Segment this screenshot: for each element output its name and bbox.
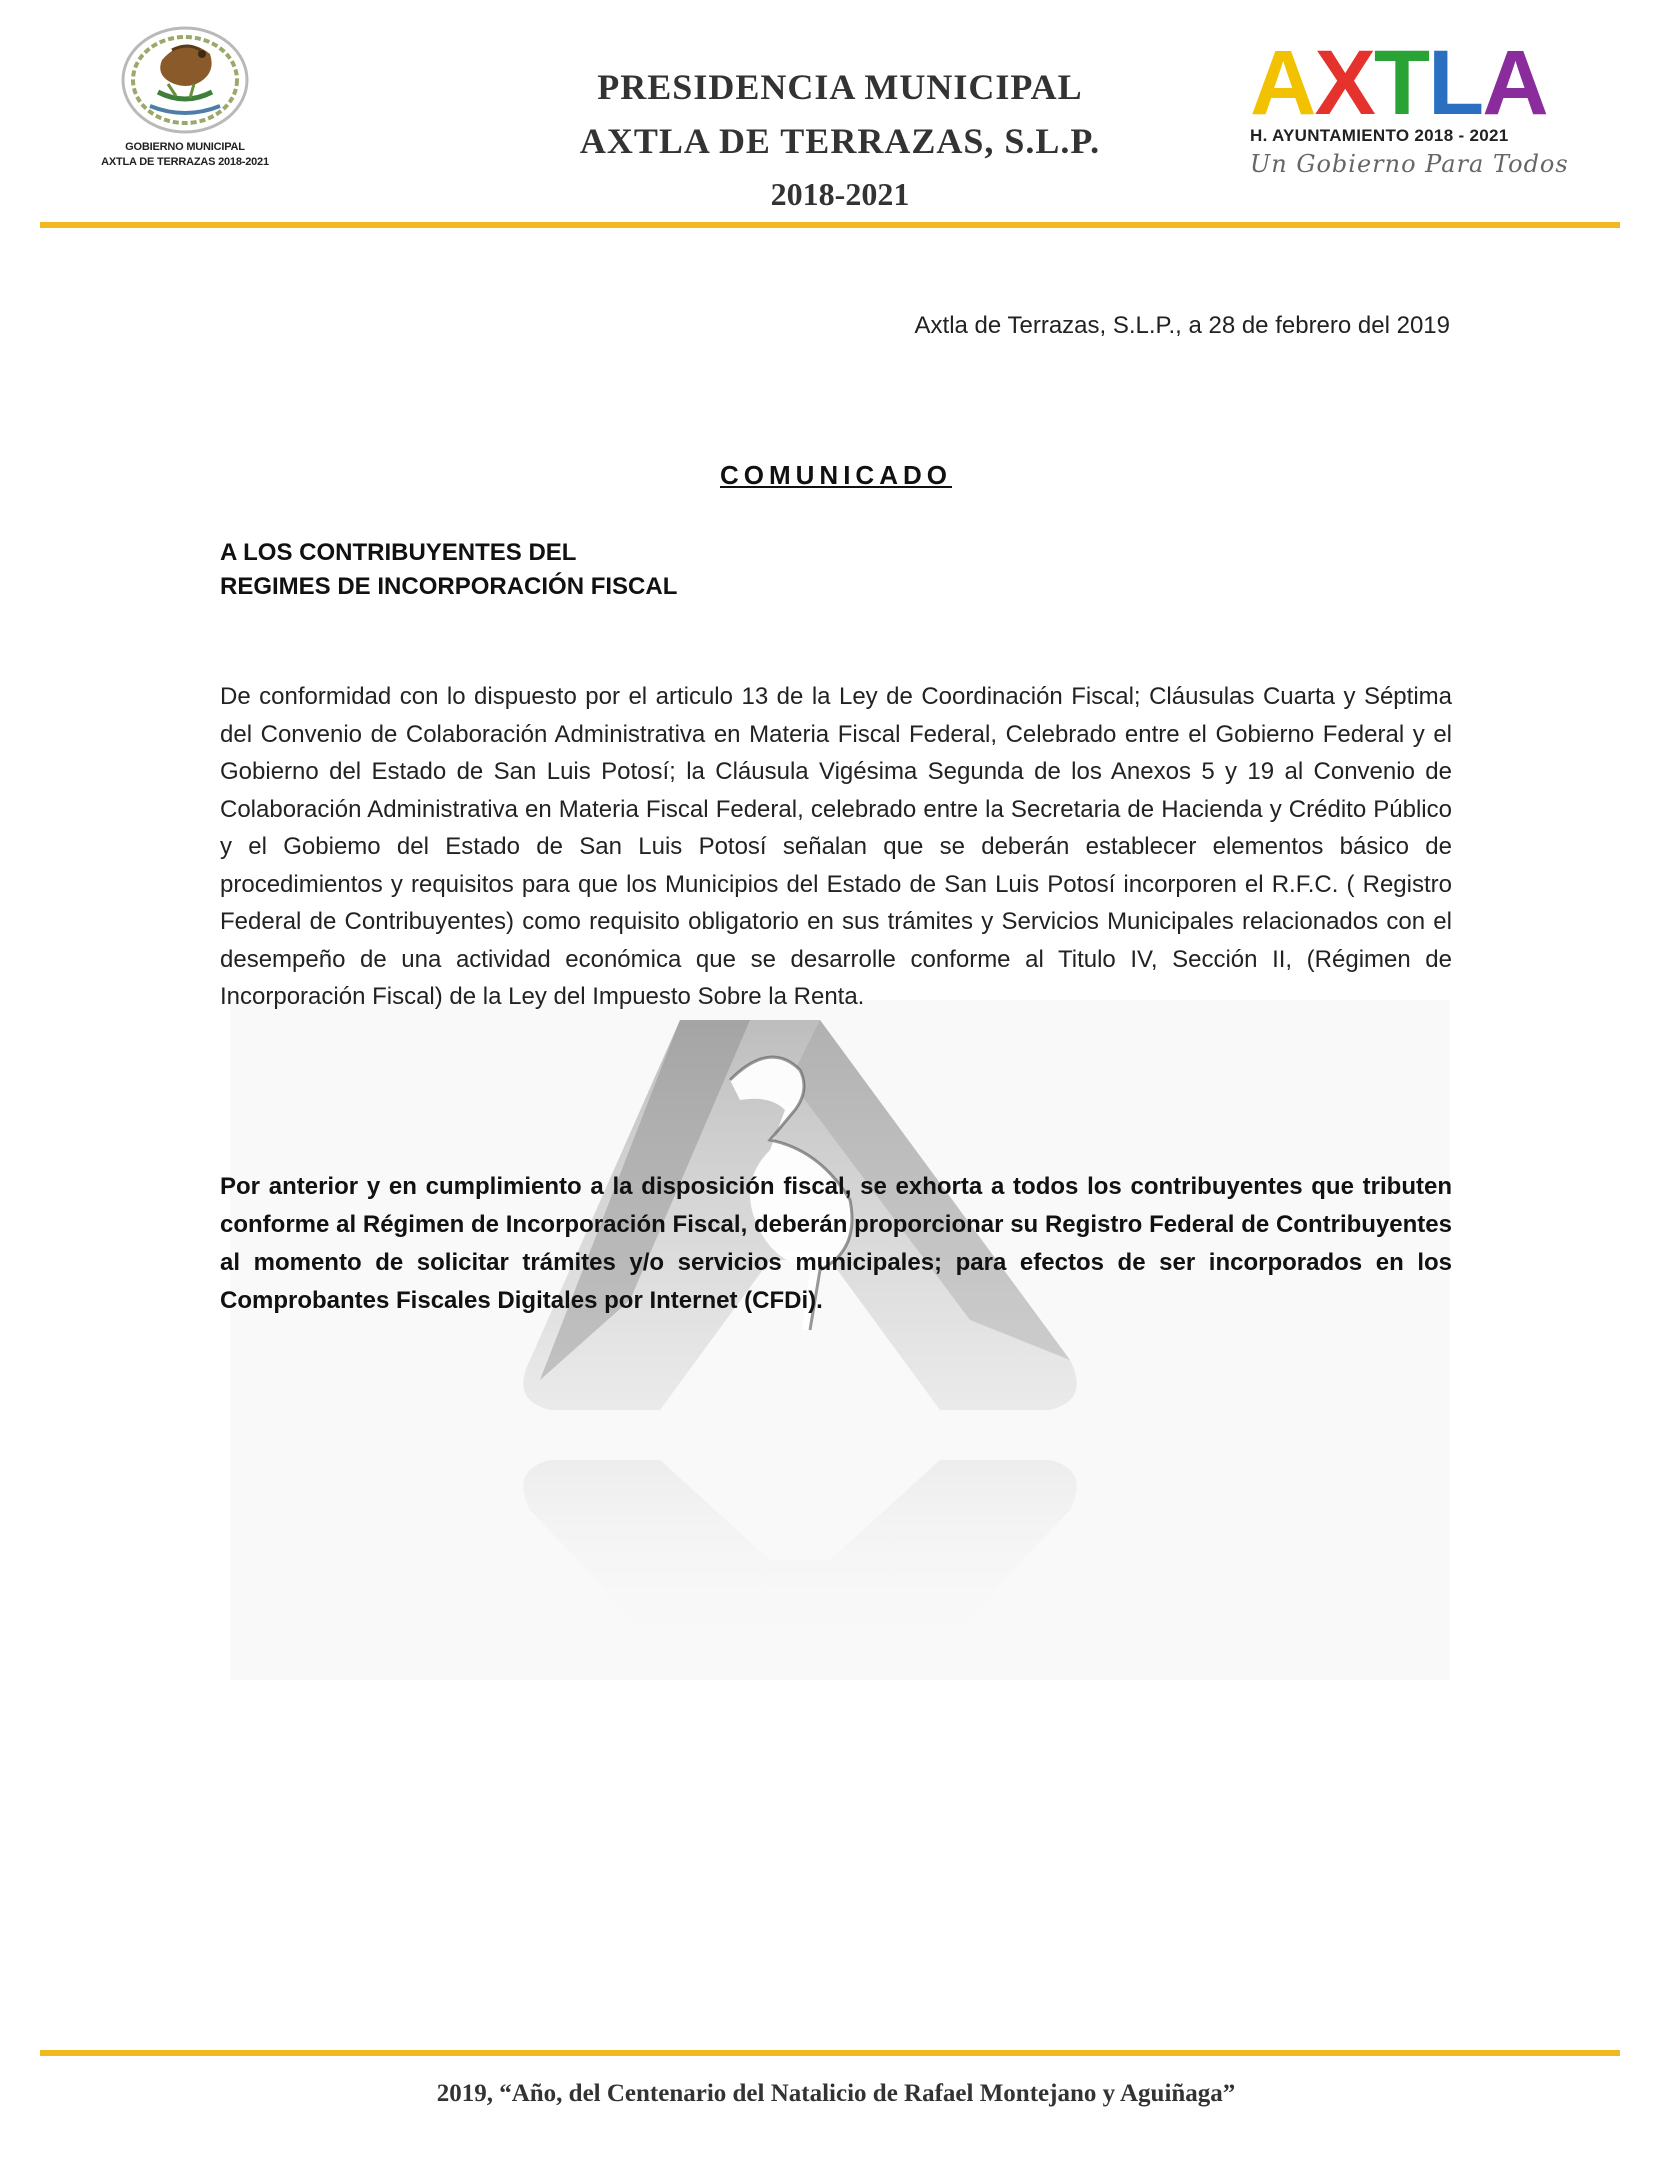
title-line-2: AXTLA DE TERRAZAS, S.L.P. xyxy=(579,121,1101,161)
logo-letter: T xyxy=(1373,32,1429,134)
body-paragraph-2: Por anterior y en cumplimiento a la disposición fiscal, se exhorta a todos los contribuyentes que tributen conforme al Régimen de Incorporación Fiscal, deberán proporcionar su Registro Federal de Contribuyentes al momento de solicitar trámites y/o servicios municipales; para efectos de ser incorporados en los Comprobantes Fiscales Digitales por Internet (CFDi). xyxy=(220,1173,1452,1314)
addressee-block xyxy=(220,536,677,604)
addressee-line-2: REGIMES DE INCORPORACIÓN FISCAL xyxy=(220,573,678,600)
header-divider xyxy=(40,222,1620,228)
seal-caption-line1: GOBIERNO MUNICIPAL xyxy=(125,141,245,153)
logo-subtitle: H. AYUNTAMIENTO 2018 - 2021 xyxy=(1250,126,1509,145)
axtla-heron-watermark xyxy=(210,1000,1470,1680)
logo-letter: X xyxy=(1314,32,1374,134)
body-paragraph-1: De conformidad con lo dispuesto por el articulo 13 de la Ley de Coordinación Fiscal; Cláusulas Cuarta y Séptima del Convenio de Colaboración Administrativa en Materia Fiscal Federal, Celebrado entre el Gobierno Federal y el Gobierno del Estado de San Luis Potosí; la Cláusula Vigésima Segunda de los Anexos 5 y 19 al Convenio de Colaboración Administrativa en Materia Fiscal Federal, celebrado entre la Secretaria de Hacienda y Crédito Público y el Gobiemo del Estado de San Luis Potosí señalan que se deberán establecer elementos básico de procedimientos y requisitos para que los Municipios del Estado de San Luis Potosí incorporen el R.F.C. ( Registro Federal de Contribuyentes) como requisito obligatorio en sus trámites y Servicios Municipales relacionados con el desempeño de una actividad económica que se desarrolle conforme al Titulo IV, Sección II, (Régimen de Incorporación Fiscal) de la Ley del Impuesto Sobre la Renta. xyxy=(220,683,1452,1010)
logo-letter: L xyxy=(1428,32,1483,134)
coat-of-arms-icon xyxy=(110,20,260,140)
addressee-line-1: A LOS CONTRIBUYENTES DEL xyxy=(220,539,577,566)
axtla-logo xyxy=(1250,32,1630,180)
document-heading: COMUNICADO xyxy=(720,460,952,490)
logo-letter: A xyxy=(1482,32,1547,134)
footer-slogan: 2019, “Año, del Centenario del Natalicio de Rafael Montejano y Aguiñaga” xyxy=(436,2080,1236,2107)
axtla-logo-word xyxy=(1250,32,1630,134)
seal-caption-line2: AXTLA DE TERRAZAS 2018-2021 xyxy=(101,156,269,168)
logo-motto: Un Gobierno Para Todos xyxy=(1250,150,1569,178)
letterhead-title xyxy=(500,60,1180,220)
document-date: Axtla de Terrazas, S.L.P., a 28 de febrero del 2019 xyxy=(914,312,1450,339)
footer-divider xyxy=(40,2050,1620,2056)
logo-letter: A xyxy=(1250,32,1315,134)
municipal-seal xyxy=(30,20,340,190)
title-line-1: PRESIDENCIA MUNICIPAL xyxy=(597,67,1083,107)
title-line-3: 2018-2021 xyxy=(770,176,910,212)
